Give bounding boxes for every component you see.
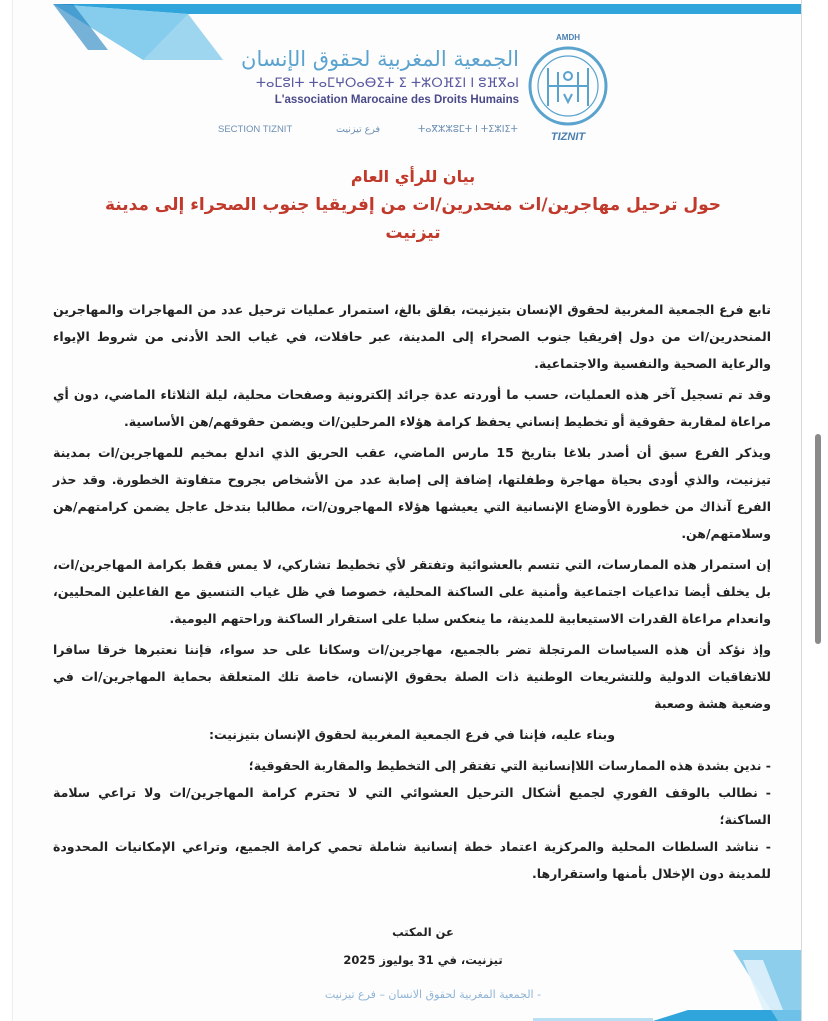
signature-from: عن المكتب xyxy=(392,925,454,939)
section-label-french: SECTION TIZNIT xyxy=(218,124,293,135)
scrollbar-thumb[interactable] xyxy=(815,434,821,644)
demand-item-1: - ندين بشدة هذه الممارسات اللاإنسانية التي تفتقر إلى التخطيط والمقاربة الحقوقية؛ xyxy=(248,758,771,773)
decorative-stripes-bottom xyxy=(533,930,801,1021)
section-label-arabic: فرع تيزنيت xyxy=(336,124,381,135)
demand-item-2: - نطالب بالوقف الفوري لجميع أشكال الترحيل العشوائي التي لا تحترم كرامة المهاجرين/ات ولا تراعي سلامة الساكنة؛ xyxy=(53,785,771,827)
paragraph-5: وإذ نؤكد أن هذه السياسات المرتجلة تضر بالجميع، مهاجرين/ات وسكانا على حد سواء، فإننا نعتبرها خرقا سافرا للاتفاقيات الدولية وللتشريعات الوطنية ذات الصلة بحقوق الإنسان، خاصة تلك المتعلقة بحماية المهاجرين/ات في وضعية هشة وصعبة xyxy=(53,642,771,711)
paragraph-6: وبناء عليه، فإننا في فرع الجمعية المغربية لحقوق الإنسان بتيزنيت: xyxy=(208,727,616,742)
signature-block xyxy=(303,918,543,974)
letterhead xyxy=(13,20,801,150)
org-name-arabic: الجمعية المغربية لحقوق الإنسان xyxy=(241,47,519,71)
paragraph-3: ويذكر الفرع سبق أن أصدر بلاغا بتاريخ 15 مارس الماضي، عقب الحريق الذي اندلع بمخيم للمهاجرين/ات بمدينة تيزنيت، والذي أودى بحياة مهاجرة وطفلتها، إضافة إلى إصابة عدد من الأشخاص بجروح متفاوتة الخطورة. وقد حذر الفرع آنذاك من خطورة الأوضاع الإنسانية التي يعيشها هؤلاء المهاجرون/ات، مطالبا بتدخل عاجل يضمن كرامتهم/هن وسلامتهم/هن. xyxy=(53,445,771,541)
signature-date: تيزنيت، في 31 يوليوز 2025 xyxy=(343,953,503,967)
statement-titles xyxy=(93,165,733,247)
org-name-tifinagh: ⵜⴰⵎⵓⵏⵜ ⵜⴰⵎⵖⵔⴰⴱⵉⵜ ⵉ ⵜⵣⵔⴼⵉⵏ ⵏ ⵓⴼⴳⴰⵏ xyxy=(256,76,519,91)
section-labels xyxy=(218,124,518,140)
statement-subtitle: حول ترحيل مهاجرين/ات منحدرين/ات من إفريقيا جنوب الصحراء إلى مدينة تيزنيت xyxy=(104,195,722,243)
logo-bottom-label: TIZNIT xyxy=(550,131,586,143)
demand-item-3: - نناشد السلطات المحلية والمركزية اعتماد خطة إنسانية شاملة تحمي كرامة الجميع، وتراعي الإمكانيات المحدودة للمدينة دون الإخلال بأمنها واستقرارها. xyxy=(53,839,771,881)
footer-stamp: - الجمعية المغربية لحقوق الانسان – فرع تيزنيت xyxy=(324,988,542,1001)
statement-title: بيان للرأي العام xyxy=(350,167,476,186)
logo-top-label: AMDH xyxy=(556,33,580,42)
organization-names xyxy=(209,45,519,108)
section-label-tifinagh: ⵜⴰⴳⵣⵣⵓⵎⵜ ⵏ ⵜⵉⵣⵏⵉⵜ xyxy=(418,124,518,135)
paragraph-1: تابع فرع الجمعية المغربية لحقوق الإنسان بتيزنيت، بقلق بالغ، استمرار عمليات ترحيل عدد من المهاجرات والمهاجرين المنحدرين/ات من دول إفريقيا جنوب الصحراء إلى المدينة، عبر حافلات، في غياب الحد الأدنى من شروط الإيواء والرعاية الصحية والنفسية والاجتماعية. xyxy=(53,302,771,371)
statement-body xyxy=(53,296,771,887)
document-page xyxy=(12,0,802,1021)
amdh-logo xyxy=(523,28,613,148)
paragraph-2: وقد تم تسجيل آخر هذه العمليات، حسب ما أوردته عدة جرائد إلكترونية وصفحات محلية، ليلة الثلاثاء الماضي، دون أي مراعاة لمقاربة حقوقية أو تخطيط إنساني يحفظ كرامة هؤلاء المرحلين/ات ويضمن حقوقهم/هن الأساسية. xyxy=(53,387,771,429)
org-name-french: L'association Marocaine des Droits Humains xyxy=(274,94,519,106)
paragraph-4: إن استمرار هذه الممارسات، التي تتسم بالعشوائية وتفتقر لأي تخطيط تشاركي، لا يمس فقط بكرامة المهاجرين/ات، بل يخلف أيضا تداعيات اجتماعية وأمنية على الساكنة المحلية، خصوصا في ظل غياب التنسيق مع الفاعلين المحليين، وانعدام مراعاة القدرات الاستيعابية للمدينة، ما ينعكس سلبا على استقرار الساكنة وراحتهم اليومية. xyxy=(53,557,771,626)
